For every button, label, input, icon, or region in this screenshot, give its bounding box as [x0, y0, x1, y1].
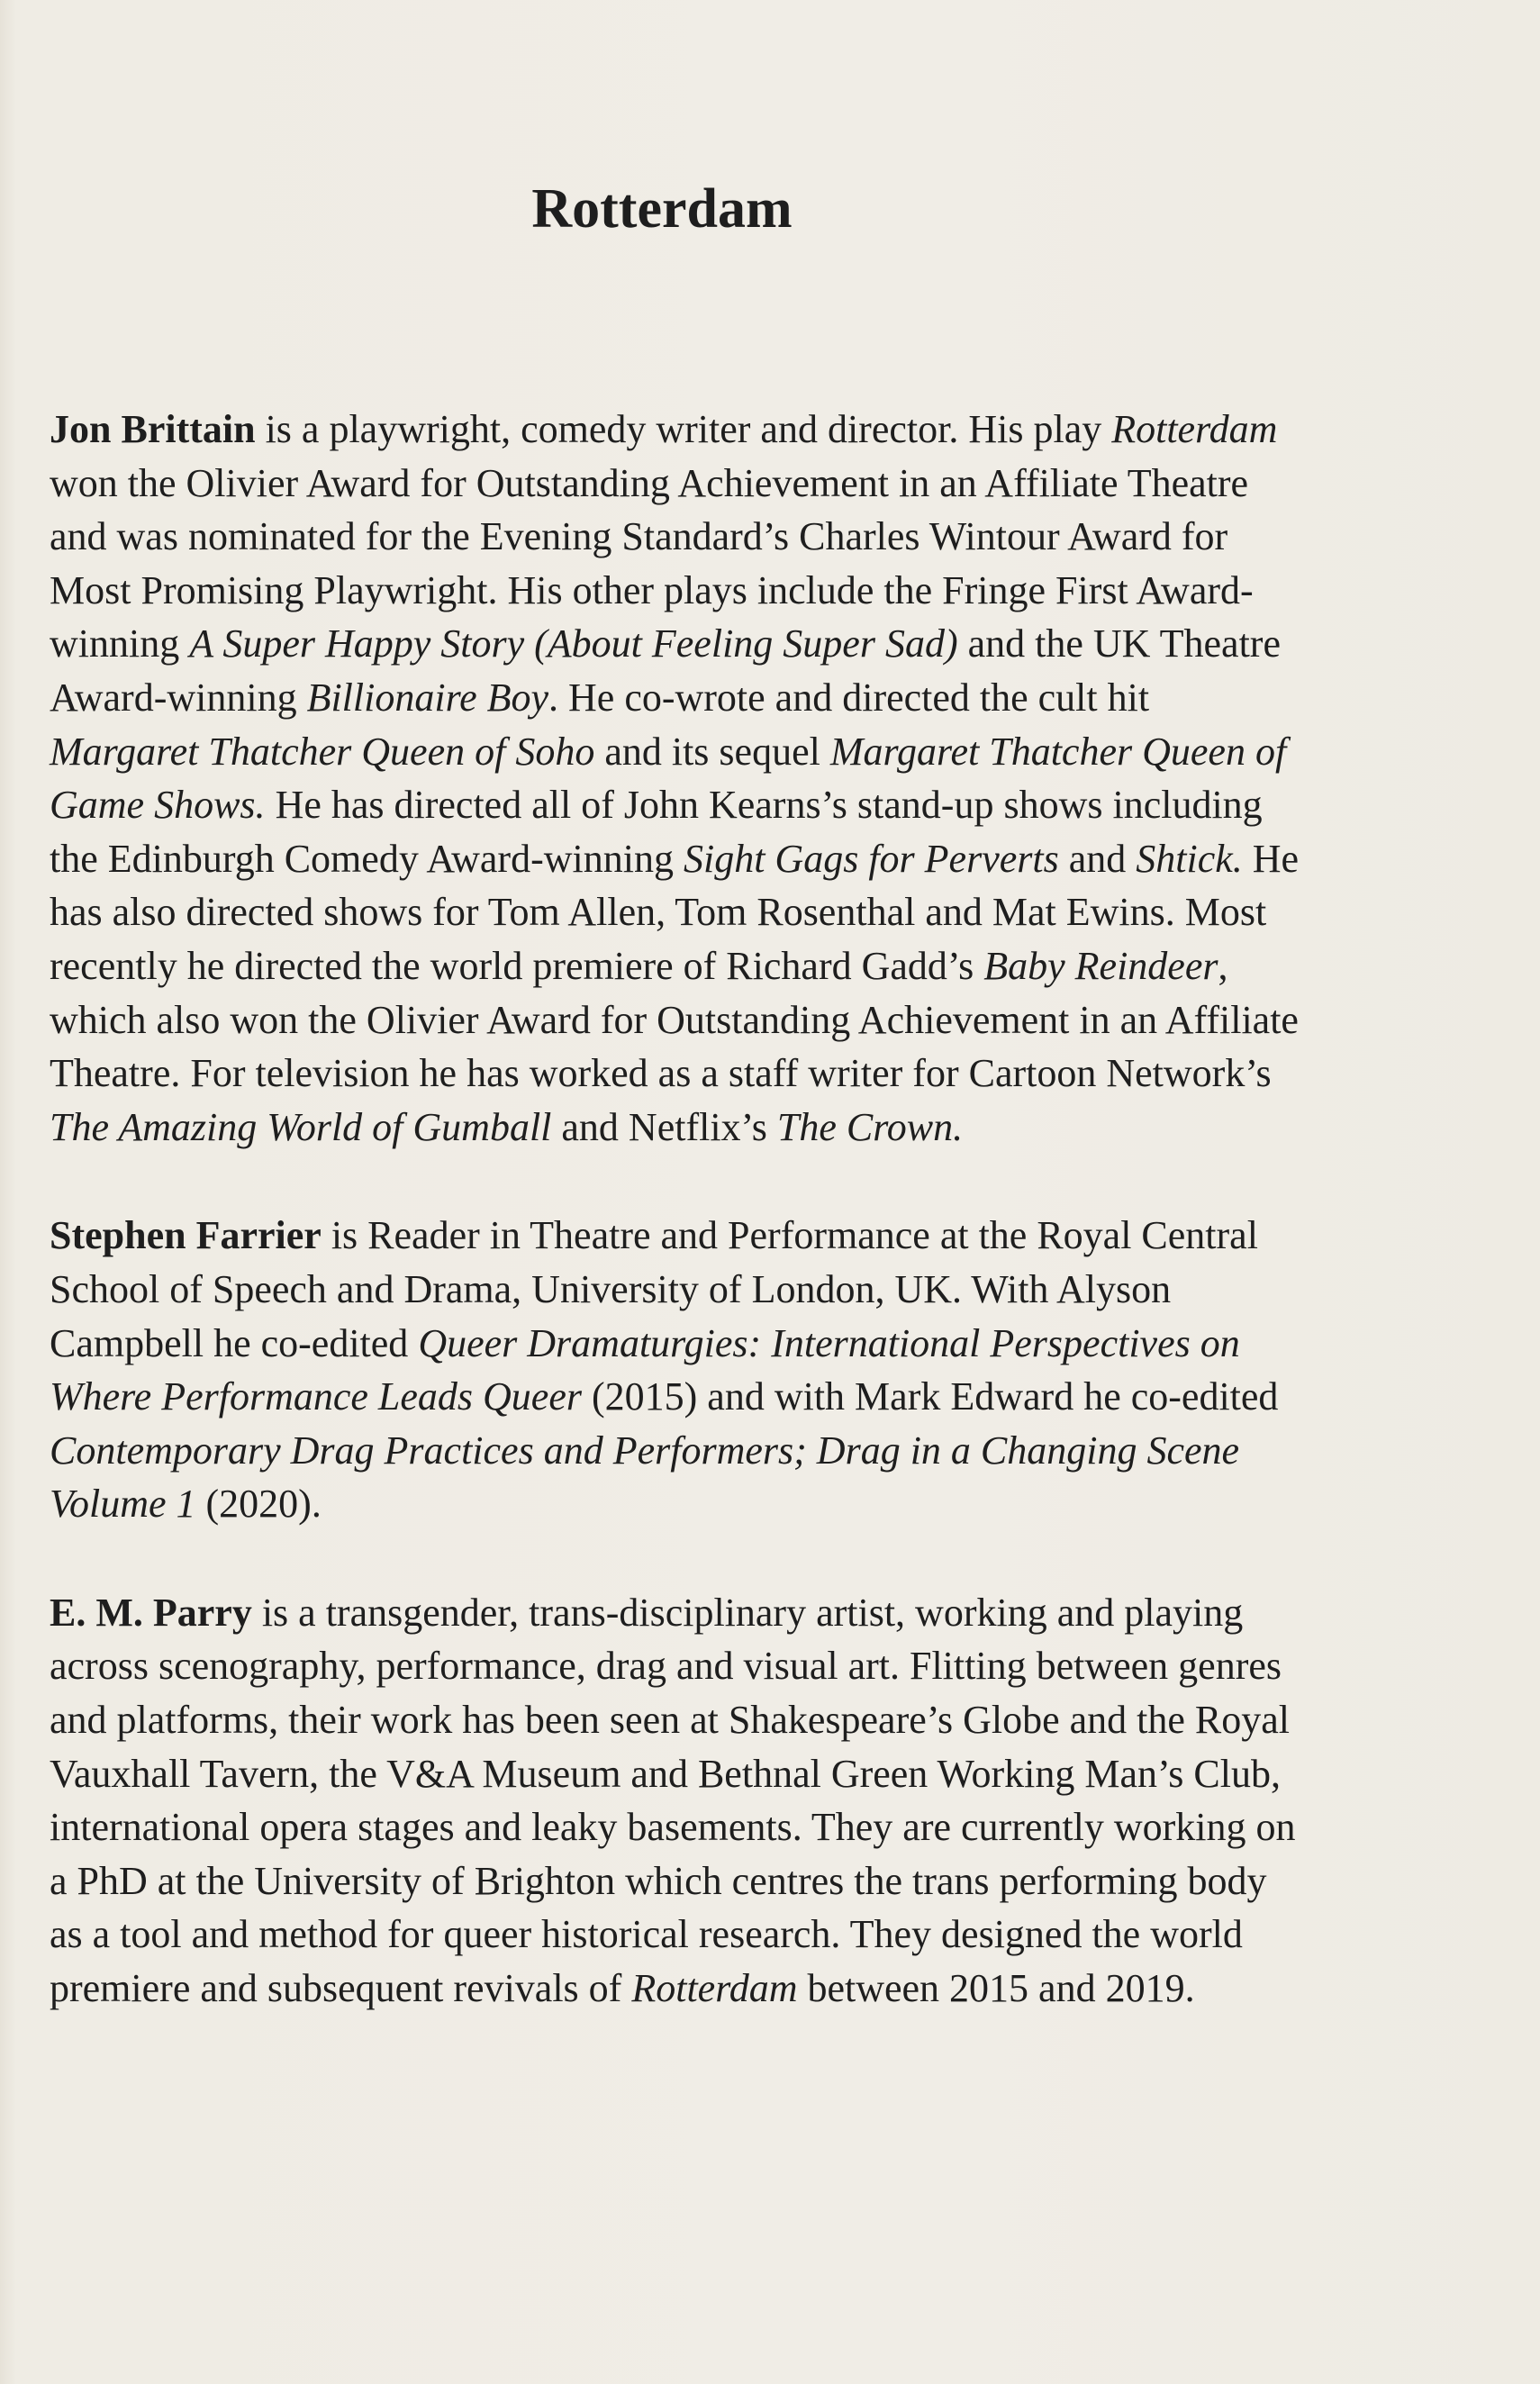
work-title: Rotterdam	[1111, 407, 1278, 451]
bio-text: and	[1058, 836, 1137, 881]
contributor-bios	[50, 403, 1301, 2071]
work-title: A Super Happy Story (About Feeling Super Sad)	[189, 621, 958, 666]
bio-paragraph	[50, 1209, 1301, 1531]
bio-name: Jon Brittain	[50, 407, 256, 451]
bio-text: , which also won the Olivier Award for Outstanding Achievement in an Affiliate Theatre. For television he has worked as a staff writer for Cartoon Network’s	[50, 943, 1299, 1096]
work-title: Contemporary Drag Practices and Performers; Drag in a Changing Scene Volume 1	[50, 1428, 1240, 1527]
bio-text: is Reader in Theatre and Performance at the Royal Central School of Speech and Drama, University of London, UK. With Alyson Campbell he co-edited	[50, 1213, 1258, 1365]
bio-text: won the Olivier Award for Outstanding Achievement in an Affiliate Theatre and was nominated for the Evening Standard’s Charles Wintour Award for Most Promising Playwright. His other plays include the Fringe First Award-winning	[50, 460, 1254, 666]
work-title: Billionaire Boy	[306, 675, 549, 720]
work-title: Rotterdam	[631, 1966, 798, 2011]
bio-text: (2015) and with Mark Edward he co-edited	[582, 1374, 1279, 1419]
bio-text: He has directed all of John Kearns’s stand-up shows including the Edinburgh Comedy Award-winning	[50, 783, 1263, 881]
page-title: Rotterdam	[531, 178, 793, 240]
work-title: Shtick.	[1136, 836, 1243, 881]
bio-name: E. M. Parry	[50, 1590, 252, 1635]
bio-name: Stephen Farrier	[50, 1213, 322, 1258]
work-title: Baby Reindeer	[983, 943, 1218, 988]
work-title: The Amazing World of Gumball	[50, 1104, 552, 1149]
work-title: The Crown.	[776, 1104, 964, 1149]
work-title: Margaret Thatcher Queen of Soho	[50, 729, 595, 774]
bio-text: He has also directed shows for Tom Allen, Tom Rosenthal and Mat Ewins. Most recently he directed the world premiere of Richard Gadd’s	[50, 836, 1300, 988]
work-title: Queer Dramaturgies: International Perspectives on Where Performance Leads Queer	[50, 1320, 1240, 1419]
work-title: Sight Gags for Perverts	[683, 836, 1059, 881]
bio-text: and its sequel	[594, 729, 830, 774]
bio-text: and the UK Theatre Award-winning	[50, 621, 1281, 720]
bio-text: . He co-wrote and directed the cult hit	[548, 675, 1150, 720]
bio-text: between 2015 and 2019.	[797, 1966, 1195, 2011]
bio-paragraph	[50, 1586, 1301, 2016]
bio-paragraph	[50, 403, 1301, 1154]
bio-text: is a transgender, trans-disciplinary artist, working and playing across scenography, performance, drag and visual art. Flitting between genres and platforms, their work has been seen at Shakespeare’s Globe and the Royal Vauxhall Tavern, the V&A Museum and Bethnal Green Working Man’s Club, international opera stages and leaky basements. They are currently working on a PhD at the University of Brighton which centres the trans performing body as a tool and method for queer historical research. They designed the world premiere and subsequent revivals of	[50, 1590, 1296, 2011]
bio-text: and Netflix’s	[551, 1104, 777, 1149]
work-title: Margaret Thatcher Queen of Game Shows.	[50, 729, 1287, 828]
bio-text: is a playwright, comedy writer and director. His play	[255, 407, 1112, 451]
bio-text: (2020).	[195, 1482, 322, 1527]
